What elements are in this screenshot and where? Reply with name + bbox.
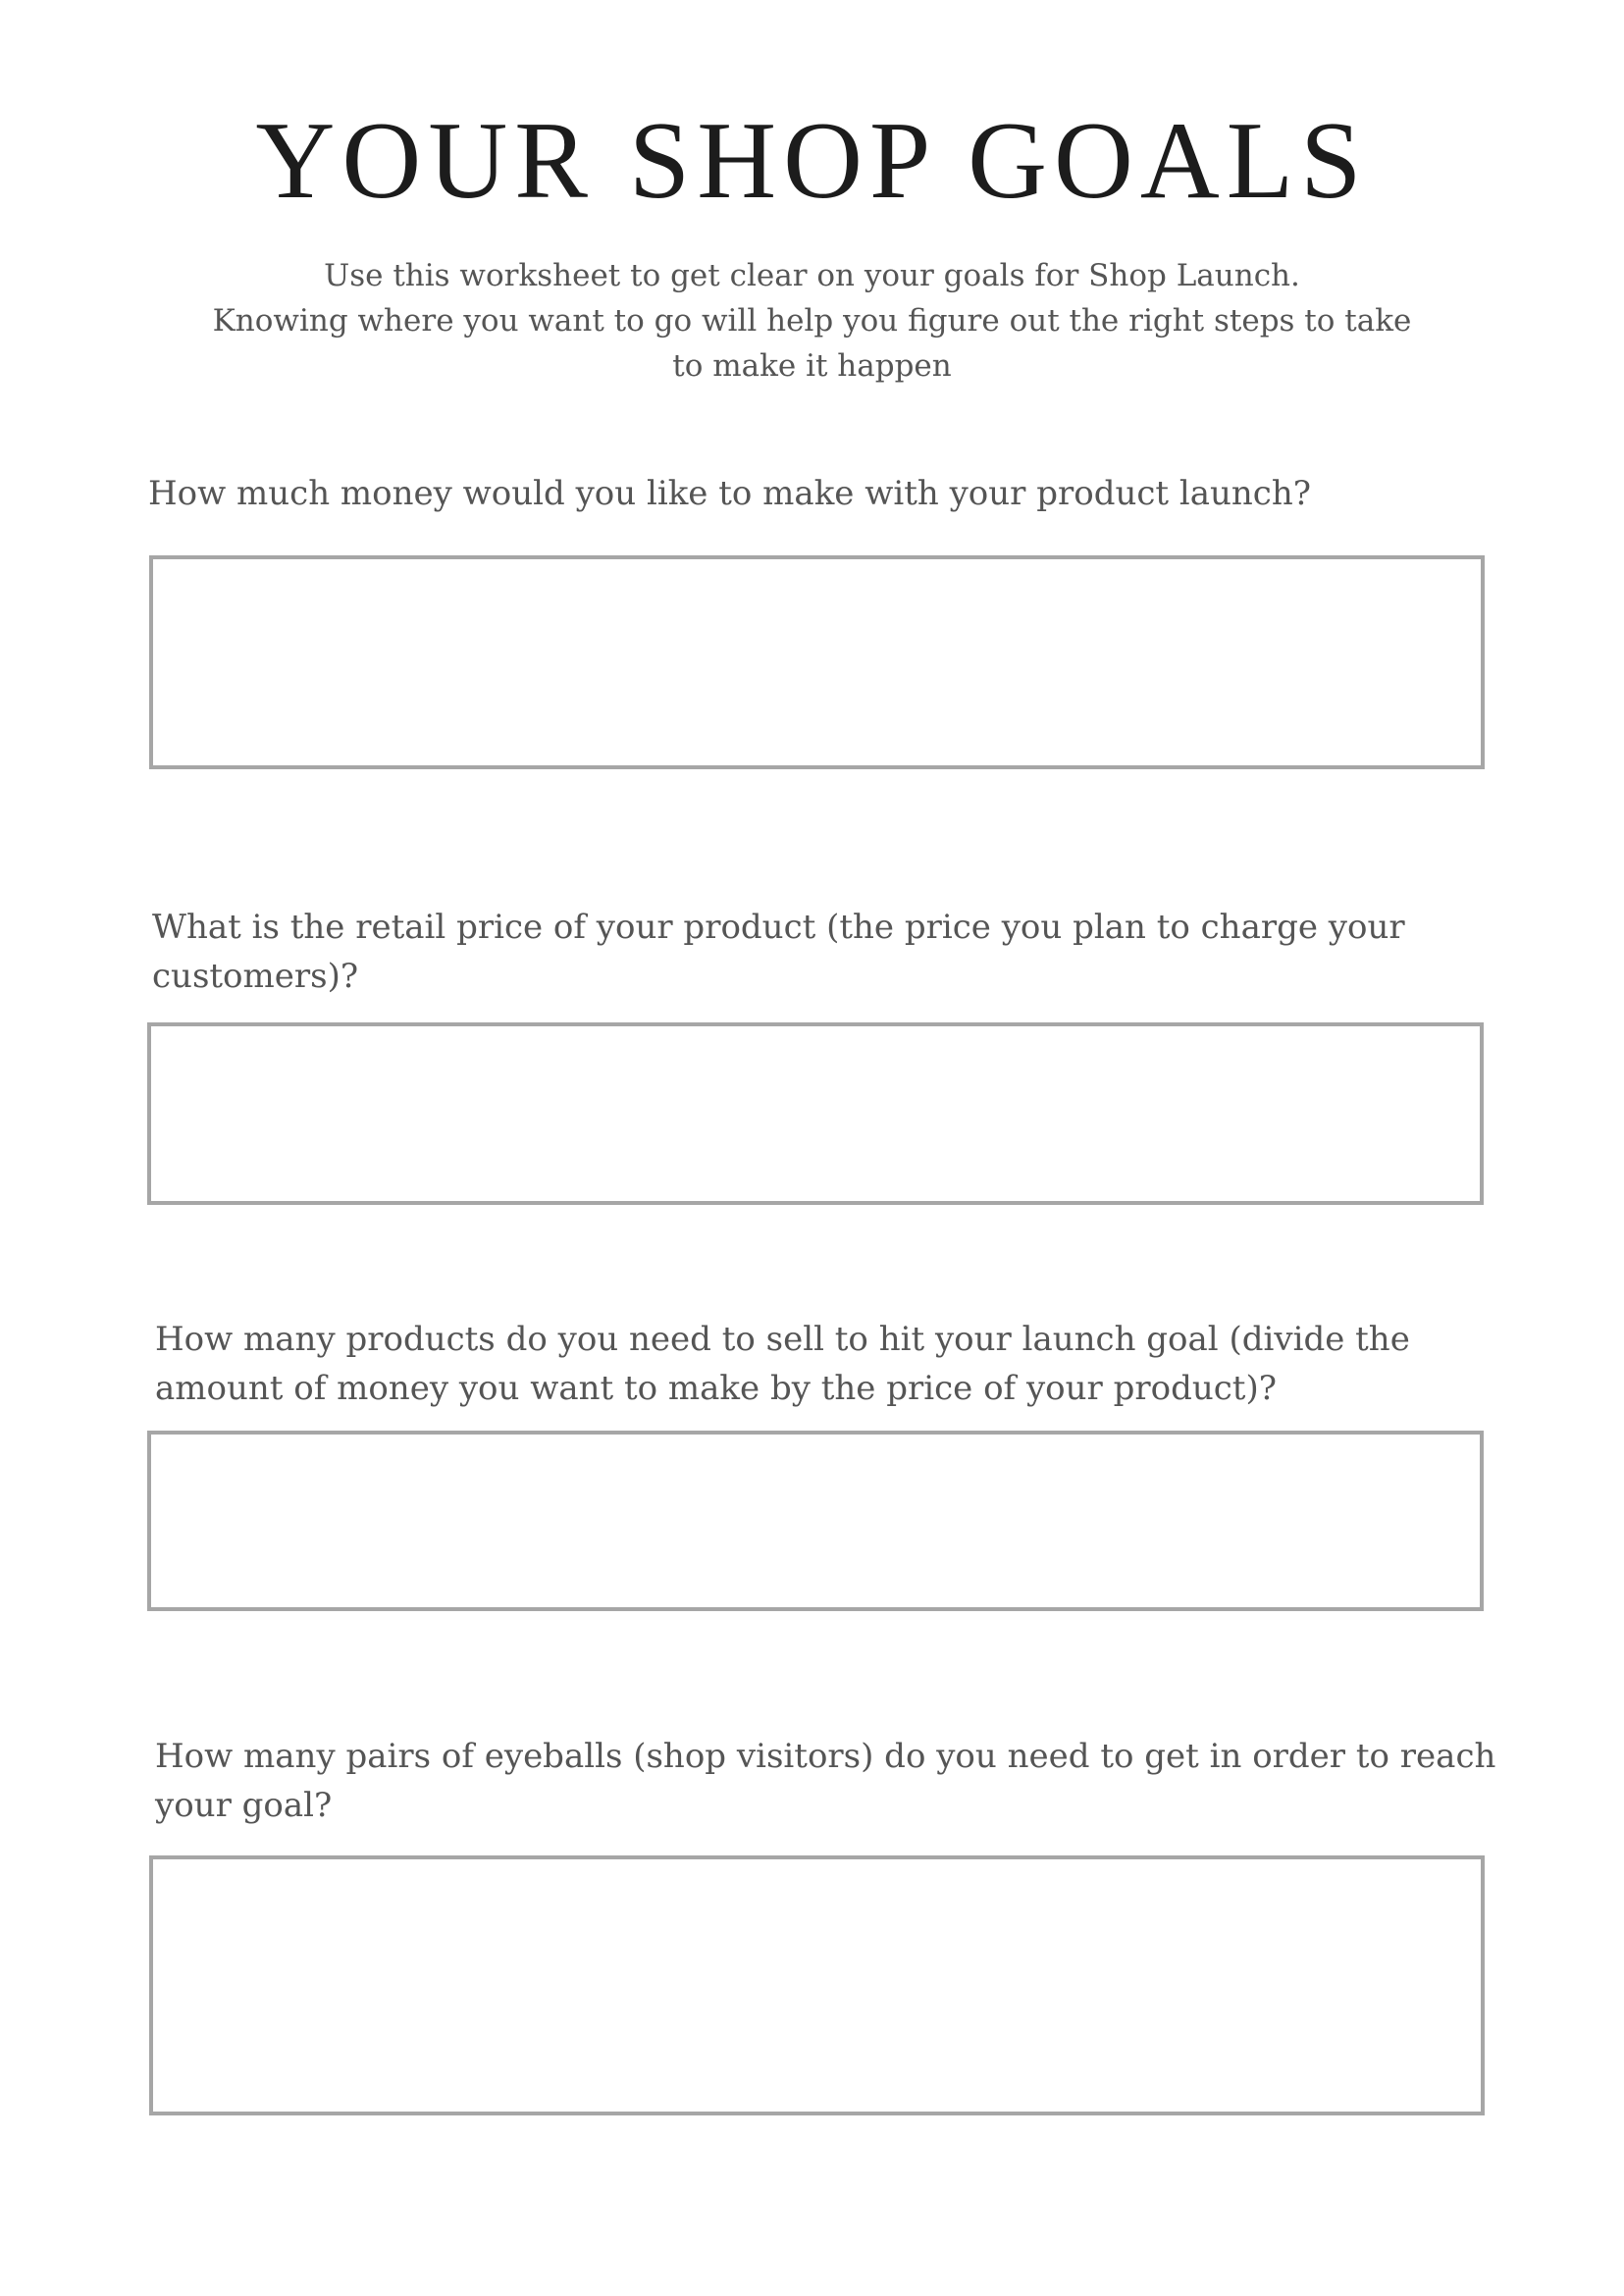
question-shop-visitors: How many pairs of eyeballs (shop visitors) do you need to get in order to reach your goal? (155, 1737, 1496, 1825)
intro-line: Knowing where you want to go will help you figure out the right steps to take (212, 303, 1412, 339)
intro-text (196, 253, 1428, 389)
answer-box-units-to-sell[interactable] (147, 1431, 1484, 1611)
page-title: YOUR SHOP GOALS (255, 100, 1369, 222)
question-retail-price: What is the retail price of your product (the price you plan to charge your customers)? (152, 908, 1405, 996)
answer-box-money-goal[interactable] (149, 555, 1485, 769)
question-units-to-sell: How many products do you need to sell to hit your launch goal (divide the amount of money you want to make by the price of your product)? (155, 1320, 1410, 1408)
intro-line: Use this worksheet to get clear on your goals for Shop Launch. (324, 258, 1300, 293)
question-money-goal: How much money would you like to make with your product launch? (148, 474, 1311, 513)
answer-box-shop-visitors[interactable] (149, 1855, 1485, 2115)
answer-box-retail-price[interactable] (147, 1022, 1484, 1205)
intro-line: to make it happen (672, 348, 952, 384)
